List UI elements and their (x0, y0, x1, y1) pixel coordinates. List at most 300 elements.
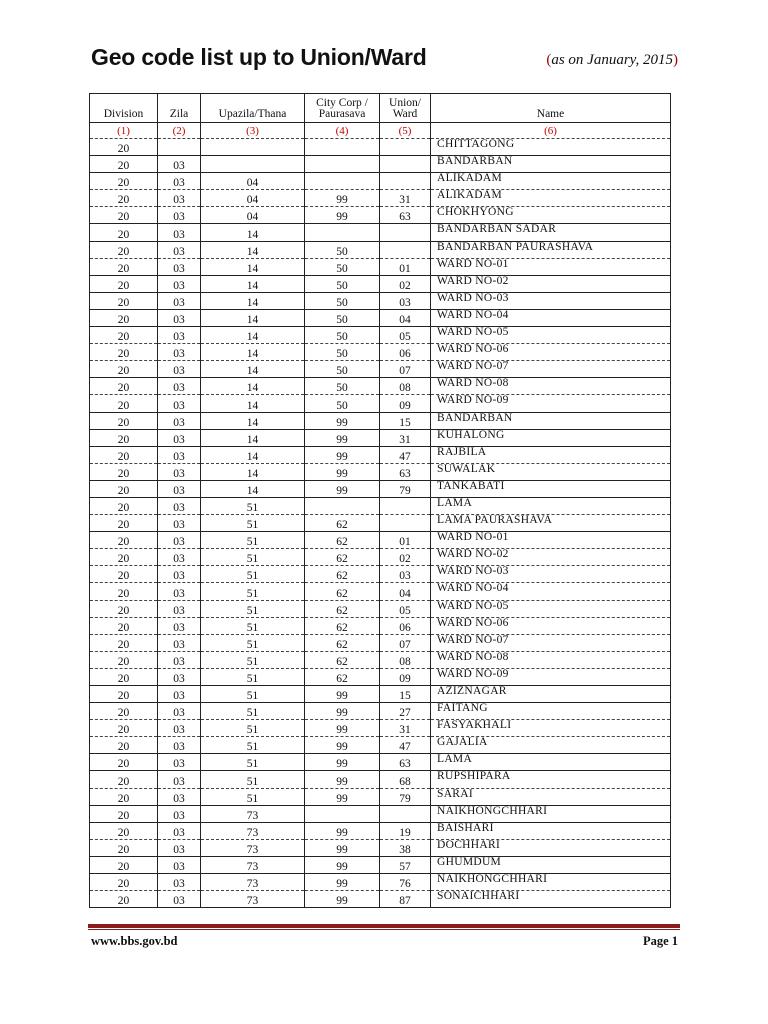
cell-zila: 03 (158, 344, 201, 361)
cell-zila: 03 (158, 463, 201, 480)
cell-upazila: 73 (201, 874, 305, 891)
cell-upazila: 51 (201, 497, 305, 514)
cell-zila: 03 (158, 754, 201, 771)
col-number: (3) (201, 123, 305, 139)
table-row (90, 651, 671, 668)
cell-zila: 03 (158, 190, 201, 207)
table-row (90, 258, 671, 275)
cell-name: WARD NO-06 (431, 344, 671, 361)
cell-name: WARD NO-01 (431, 532, 671, 549)
cell-zila: 03 (158, 771, 201, 788)
cell-union-ward (380, 805, 431, 822)
cell-union-ward: 06 (380, 344, 431, 361)
date-close-paren: ) (673, 52, 678, 68)
cell-division: 20 (90, 344, 158, 361)
cell-division: 20 (90, 856, 158, 873)
cell-zila: 03 (158, 805, 201, 822)
cell-name: WARD NO-05 (431, 327, 671, 344)
table-row (90, 480, 671, 497)
cell-upazila: 14 (201, 292, 305, 309)
cell-union-ward: 15 (380, 686, 431, 703)
cell-zila: 03 (158, 258, 201, 275)
cell-division: 20 (90, 446, 158, 463)
cell-division: 20 (90, 891, 158, 908)
table-row (90, 446, 671, 463)
cell-union-ward: 31 (380, 190, 431, 207)
cell-city-corp: 50 (305, 258, 380, 275)
cell-union-ward: 06 (380, 617, 431, 634)
cell-zila: 03 (158, 720, 201, 737)
cell-union-ward: 79 (380, 788, 431, 805)
cell-city-corp: 62 (305, 532, 380, 549)
cell-city-corp: 50 (305, 395, 380, 412)
cell-city-corp: 62 (305, 651, 380, 668)
cell-union-ward: 63 (380, 754, 431, 771)
cell-zila: 03 (158, 292, 201, 309)
cell-upazila: 14 (201, 395, 305, 412)
cell-city-corp: 99 (305, 429, 380, 446)
table-row (90, 822, 671, 839)
cell-city-corp: 62 (305, 566, 380, 583)
cell-union-ward: 87 (380, 891, 431, 908)
cell-city-corp: 99 (305, 446, 380, 463)
cell-city-corp: 50 (305, 378, 380, 395)
cell-name: BANDARBAN (431, 156, 671, 173)
table-row (90, 275, 671, 292)
cell-city-corp: 99 (305, 856, 380, 873)
cell-zila: 03 (158, 634, 201, 651)
cell-upazila: 51 (201, 515, 305, 532)
table-row (90, 156, 671, 173)
cell-upazila: 14 (201, 480, 305, 497)
cell-upazila: 51 (201, 532, 305, 549)
cell-zila: 03 (158, 737, 201, 754)
cell-name: ALIKADAM (431, 173, 671, 190)
table-row (90, 173, 671, 190)
cell-union-ward: 31 (380, 429, 431, 446)
date-note (546, 52, 678, 69)
table-row (90, 429, 671, 446)
cell-zila: 03 (158, 651, 201, 668)
cell-city-corp: 99 (305, 207, 380, 224)
cell-name: RUPSHIPARA (431, 771, 671, 788)
cell-zila: 03 (158, 856, 201, 873)
cell-city-corp: 99 (305, 463, 380, 480)
col-number: (6) (431, 123, 671, 139)
cell-union-ward (380, 173, 431, 190)
cell-division: 20 (90, 549, 158, 566)
cell-union-ward: 04 (380, 583, 431, 600)
cell-union-ward: 03 (380, 566, 431, 583)
cell-division: 20 (90, 822, 158, 839)
cell-upazila: 51 (201, 754, 305, 771)
cell-division: 20 (90, 395, 158, 412)
cell-division: 20 (90, 515, 158, 532)
table-row (90, 378, 671, 395)
cell-division: 20 (90, 703, 158, 720)
cell-zila: 03 (158, 446, 201, 463)
cell-upazila: 14 (201, 344, 305, 361)
cell-upazila: 51 (201, 600, 305, 617)
cell-upazila: 51 (201, 771, 305, 788)
cell-zila: 03 (158, 497, 201, 514)
table-row (90, 737, 671, 754)
col-header-division: Division (90, 94, 158, 123)
cell-city-corp: 99 (305, 771, 380, 788)
cell-union-ward: 19 (380, 822, 431, 839)
cell-zila: 03 (158, 515, 201, 532)
cell-union-ward: 68 (380, 771, 431, 788)
cell-division: 20 (90, 309, 158, 326)
cell-name: WARD NO-05 (431, 600, 671, 617)
cell-union-ward: 47 (380, 737, 431, 754)
cell-upazila: 14 (201, 361, 305, 378)
cell-union-ward (380, 515, 431, 532)
date-open-paren: ( (546, 52, 552, 68)
cell-zila: 03 (158, 583, 201, 600)
cell-name: CHITTAGONG (431, 139, 671, 156)
cell-division: 20 (90, 566, 158, 583)
table-row (90, 327, 671, 344)
cell-name: GHUMDUM (431, 856, 671, 873)
cell-upazila: 51 (201, 634, 305, 651)
cell-division: 20 (90, 361, 158, 378)
table-row (90, 754, 671, 771)
table-row (90, 686, 671, 703)
cell-division: 20 (90, 771, 158, 788)
cell-union-ward: 08 (380, 651, 431, 668)
cell-upazila: 14 (201, 463, 305, 480)
cell-zila: 03 (158, 788, 201, 805)
table-row (90, 412, 671, 429)
cell-name: WARD NO-03 (431, 292, 671, 309)
col-number: (2) (158, 123, 201, 139)
cell-zila: 03 (158, 327, 201, 344)
table-row (90, 549, 671, 566)
cell-division: 20 (90, 788, 158, 805)
cell-city-corp: 62 (305, 600, 380, 617)
cell-upazila: 73 (201, 839, 305, 856)
cell-upazila: 51 (201, 549, 305, 566)
cell-zila: 03 (158, 412, 201, 429)
cell-name: WARD NO-09 (431, 668, 671, 685)
cell-name: WARD NO-08 (431, 378, 671, 395)
table-row (90, 805, 671, 822)
cell-union-ward: 31 (380, 720, 431, 737)
cell-upazila: 14 (201, 446, 305, 463)
cell-zila: 03 (158, 480, 201, 497)
table-row (90, 515, 671, 532)
cell-city-corp: 99 (305, 891, 380, 908)
cell-union-ward (380, 139, 431, 156)
cell-upazila: 51 (201, 686, 305, 703)
table-row (90, 207, 671, 224)
cell-city-corp: 50 (305, 275, 380, 292)
col-header-upazila: Upazila/Thana (201, 94, 305, 123)
cell-zila: 03 (158, 549, 201, 566)
cell-upazila: 51 (201, 617, 305, 634)
cell-name: SUWALAK (431, 463, 671, 480)
cell-upazila: 73 (201, 891, 305, 908)
cell-name: LAMA (431, 497, 671, 514)
cell-upazila: 04 (201, 173, 305, 190)
table-body (90, 139, 671, 908)
cell-union-ward: 38 (380, 839, 431, 856)
cell-union-ward: 09 (380, 668, 431, 685)
cell-city-corp: 62 (305, 634, 380, 651)
cell-zila: 03 (158, 275, 201, 292)
cell-union-ward (380, 497, 431, 514)
cell-name: BANDARBAN SADAR (431, 224, 671, 241)
cell-union-ward: 08 (380, 378, 431, 395)
cell-name: WARD NO-02 (431, 549, 671, 566)
cell-union-ward (380, 224, 431, 241)
cell-upazila: 51 (201, 737, 305, 754)
cell-division: 20 (90, 258, 158, 275)
cell-upazila: 14 (201, 378, 305, 395)
cell-division: 20 (90, 668, 158, 685)
cell-name: LAMA PAURASHAVA (431, 515, 671, 532)
col-header-city-corp: City Corp / Paurasava (305, 94, 380, 123)
cell-city-corp (305, 497, 380, 514)
cell-city-corp (305, 173, 380, 190)
cell-upazila: 51 (201, 583, 305, 600)
cell-name: NAIKHONGCHHARI (431, 805, 671, 822)
cell-name: WARD NO-02 (431, 275, 671, 292)
cell-zila: 03 (158, 224, 201, 241)
cell-city-corp: 99 (305, 754, 380, 771)
cell-division: 20 (90, 463, 158, 480)
footer-rule (88, 924, 680, 928)
cell-union-ward: 76 (380, 874, 431, 891)
cell-name: ALIKADAM (431, 190, 671, 207)
cell-upazila: 14 (201, 275, 305, 292)
cell-union-ward: 05 (380, 600, 431, 617)
cell-zila: 03 (158, 309, 201, 326)
cell-division: 20 (90, 874, 158, 891)
cell-name: WARD NO-04 (431, 309, 671, 326)
cell-zila: 03 (158, 839, 201, 856)
cell-upazila: 14 (201, 429, 305, 446)
cell-division: 20 (90, 634, 158, 651)
cell-city-corp (305, 156, 380, 173)
col-number: (5) (380, 123, 431, 139)
cell-union-ward (380, 156, 431, 173)
cell-city-corp (305, 139, 380, 156)
cell-name: SARAI (431, 788, 671, 805)
cell-division: 20 (90, 600, 158, 617)
cell-union-ward: 79 (380, 480, 431, 497)
table-row (90, 139, 671, 156)
cell-upazila: 14 (201, 258, 305, 275)
cell-city-corp: 50 (305, 241, 380, 258)
cell-division: 20 (90, 429, 158, 446)
page-number: Page 1 (642, 934, 678, 948)
cell-name: NAIKHONGCHHARI (431, 874, 671, 891)
cell-upazila: 14 (201, 224, 305, 241)
cell-zila: 03 (158, 874, 201, 891)
cell-upazila: 51 (201, 651, 305, 668)
cell-division: 20 (90, 617, 158, 634)
cell-upazila: 51 (201, 703, 305, 720)
geo-code-table (89, 93, 671, 908)
cell-city-corp: 50 (305, 292, 380, 309)
table-row (90, 292, 671, 309)
cell-union-ward: 03 (380, 292, 431, 309)
cell-city-corp: 50 (305, 361, 380, 378)
table-row (90, 361, 671, 378)
cell-city-corp: 50 (305, 309, 380, 326)
cell-union-ward: 02 (380, 549, 431, 566)
table-row (90, 788, 671, 805)
cell-upazila: 73 (201, 822, 305, 839)
cell-zila: 03 (158, 207, 201, 224)
cell-name: AZIZNAGAR (431, 686, 671, 703)
cell-union-ward: 04 (380, 309, 431, 326)
cell-zila: 03 (158, 822, 201, 839)
cell-name: FASYAKHALI (431, 720, 671, 737)
cell-zila: 03 (158, 395, 201, 412)
cell-upazila: 51 (201, 788, 305, 805)
cell-zila: 03 (158, 600, 201, 617)
cell-union-ward: 07 (380, 361, 431, 378)
cell-division: 20 (90, 207, 158, 224)
table-row (90, 309, 671, 326)
cell-upazila: 14 (201, 241, 305, 258)
table-row (90, 532, 671, 549)
cell-name: WARD NO-07 (431, 361, 671, 378)
cell-division: 20 (90, 720, 158, 737)
cell-name: WARD NO-06 (431, 617, 671, 634)
cell-city-corp: 62 (305, 583, 380, 600)
website-link[interactable]: www.bbs.gov.bd (91, 934, 178, 948)
cell-union-ward: 27 (380, 703, 431, 720)
cell-zila: 03 (158, 532, 201, 549)
cell-union-ward: 09 (380, 395, 431, 412)
cell-name: BAISHARI (431, 822, 671, 839)
cell-union-ward: 47 (380, 446, 431, 463)
cell-upazila (201, 139, 305, 156)
cell-upazila: 04 (201, 190, 305, 207)
cell-zila: 03 (158, 617, 201, 634)
cell-zila (158, 139, 201, 156)
cell-division: 20 (90, 156, 158, 173)
cell-division: 20 (90, 754, 158, 771)
cell-city-corp: 99 (305, 839, 380, 856)
table-row (90, 241, 671, 258)
cell-division: 20 (90, 532, 158, 549)
cell-zila: 03 (158, 361, 201, 378)
cell-upazila: 73 (201, 805, 305, 822)
cell-division: 20 (90, 686, 158, 703)
cell-name: WARD NO-04 (431, 583, 671, 600)
date-text: as on January, 2015 (551, 52, 673, 68)
cell-name: BANDARBAN (431, 412, 671, 429)
cell-city-corp (305, 224, 380, 241)
cell-name: WARD NO-07 (431, 634, 671, 651)
col-header-union-ward: Union/ Ward (380, 94, 431, 123)
table-row (90, 668, 671, 685)
cell-city-corp: 99 (305, 686, 380, 703)
cell-division: 20 (90, 839, 158, 856)
cell-upazila: 51 (201, 566, 305, 583)
cell-zila: 03 (158, 686, 201, 703)
cell-upazila: 51 (201, 720, 305, 737)
cell-name: WARD NO-01 (431, 258, 671, 275)
table-row (90, 839, 671, 856)
table-row (90, 771, 671, 788)
cell-name: LAMA (431, 754, 671, 771)
col-header-name: Name (431, 94, 671, 123)
cell-division: 20 (90, 651, 158, 668)
cell-name: TANKABATI (431, 480, 671, 497)
col-number: (4) (305, 123, 380, 139)
cell-division: 20 (90, 583, 158, 600)
cell-union-ward: 63 (380, 207, 431, 224)
cell-union-ward (380, 241, 431, 258)
col-header-zila: Zila (158, 94, 201, 123)
cell-union-ward: 01 (380, 258, 431, 275)
cell-city-corp: 99 (305, 703, 380, 720)
cell-upazila: 14 (201, 412, 305, 429)
cell-name: WARD NO-03 (431, 566, 671, 583)
table-row (90, 634, 671, 651)
cell-city-corp: 99 (305, 737, 380, 754)
cell-union-ward: 15 (380, 412, 431, 429)
footer-rule-thin (88, 929, 680, 930)
cell-division: 20 (90, 275, 158, 292)
cell-division: 20 (90, 327, 158, 344)
cell-division: 20 (90, 412, 158, 429)
table-row (90, 344, 671, 361)
table-row (90, 566, 671, 583)
cell-zila: 03 (158, 173, 201, 190)
cell-name: BANDARBAN PAURASHAVA (431, 241, 671, 258)
cell-division: 20 (90, 292, 158, 309)
column-number-row (90, 123, 671, 139)
table-row (90, 617, 671, 634)
cell-city-corp: 99 (305, 480, 380, 497)
cell-division: 20 (90, 173, 158, 190)
cell-name: WARD NO-09 (431, 395, 671, 412)
page-title: Geo code list up to Union/Ward (91, 44, 427, 70)
header-row (90, 94, 671, 123)
cell-upazila: 73 (201, 856, 305, 873)
table-row (90, 891, 671, 908)
cell-upazila: 04 (201, 207, 305, 224)
cell-name: KUHALONG (431, 429, 671, 446)
col-number: (1) (90, 123, 158, 139)
cell-name: WARD NO-08 (431, 651, 671, 668)
cell-zila: 03 (158, 703, 201, 720)
cell-city-corp: 62 (305, 549, 380, 566)
cell-division: 20 (90, 190, 158, 207)
table-row (90, 703, 671, 720)
cell-city-corp: 99 (305, 190, 380, 207)
cell-upazila: 14 (201, 327, 305, 344)
table-row (90, 224, 671, 241)
cell-division: 20 (90, 805, 158, 822)
cell-division: 20 (90, 241, 158, 258)
cell-city-corp: 99 (305, 412, 380, 429)
table-row (90, 600, 671, 617)
table-row (90, 856, 671, 873)
cell-division: 20 (90, 378, 158, 395)
cell-zila: 03 (158, 668, 201, 685)
cell-union-ward: 02 (380, 275, 431, 292)
table-row (90, 395, 671, 412)
cell-name: FAITANG (431, 703, 671, 720)
